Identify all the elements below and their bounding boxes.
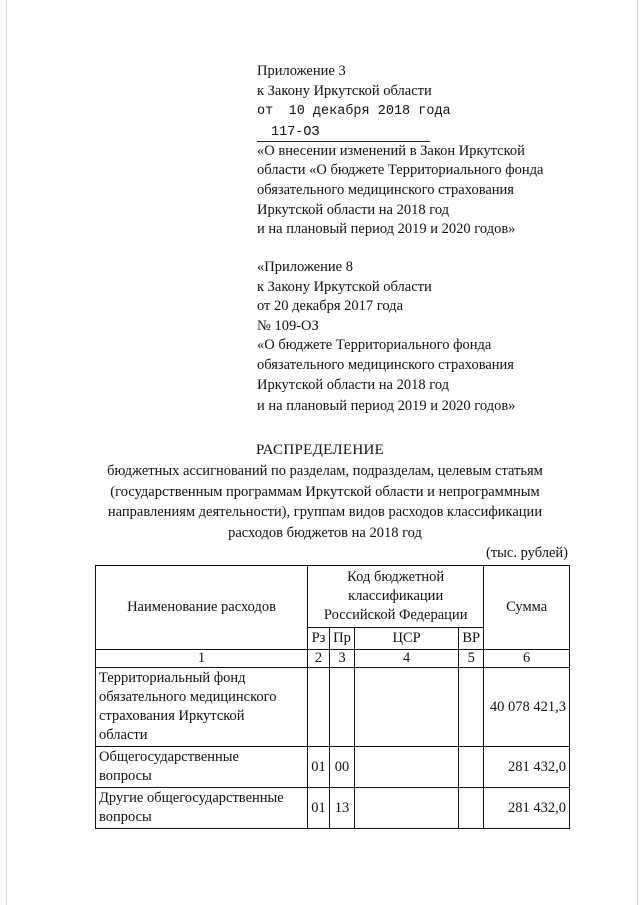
row-name-line: Общегосударственные xyxy=(99,749,239,765)
appendix-header-current xyxy=(257,62,543,240)
appendix-date: 10 декабря 2018 года xyxy=(288,104,451,120)
subtitle-line: расходов бюджетов на 2018 год xyxy=(228,524,422,541)
header-code-group xyxy=(308,566,484,628)
row-sum: 281 432,0 xyxy=(484,747,570,788)
row-name-line: Территориальный фонд xyxy=(99,670,246,686)
row-vr xyxy=(459,788,484,829)
row-vr xyxy=(459,747,484,788)
header-vr: ВР xyxy=(459,628,484,650)
header-code-line: Российской Федерации xyxy=(323,607,468,623)
row-name-line: обязательного медицинского xyxy=(99,689,277,705)
subject-line: области «О бюджете Территориального фонда xyxy=(257,162,544,179)
index-cell: 2 xyxy=(308,650,330,668)
row-sum: 281 432,0 xyxy=(484,788,570,829)
header-code-line: классификации xyxy=(348,588,444,604)
row-pr: 13 xyxy=(329,788,354,829)
units-label: (тыс. рублей) xyxy=(486,545,568,561)
date-prefix: от xyxy=(257,104,274,120)
original-line: «Приложение 8 xyxy=(257,259,353,275)
header-csr: ЦСР xyxy=(355,628,459,650)
subtitle-line: бюджетных ассигнований по разделам, подразделам, целевым статьям xyxy=(107,463,543,479)
row-csr xyxy=(355,747,459,788)
appendix-number: 117-ОЗ xyxy=(257,124,430,142)
table-row xyxy=(96,788,570,829)
subject-line: «О внесении изменений в Закон Иркутской xyxy=(257,142,525,159)
subject-line: обязательного медицинского страхования xyxy=(257,181,514,198)
index-cell: 1 xyxy=(96,650,308,668)
row-rz: 01 xyxy=(308,788,330,829)
appendix-number-line xyxy=(257,122,543,142)
row-rz: 01 xyxy=(308,747,330,788)
header-pr: Пр xyxy=(329,628,354,650)
original-line: и на плановый период 2019 и 2020 годов» xyxy=(257,398,516,415)
index-cell: 6 xyxy=(484,650,570,668)
original-line: от 20 декабря 2017 года xyxy=(257,298,403,315)
original-line: Иркутской области на 2018 год xyxy=(257,376,450,393)
index-cell: 5 xyxy=(459,650,484,668)
row-pr xyxy=(329,668,354,747)
row-csr xyxy=(355,668,459,747)
table-header-row xyxy=(96,566,570,628)
distribution-subtitle xyxy=(90,461,560,543)
table-index-row xyxy=(96,650,570,668)
subject-line: и на плановый период 2019 и 2020 годов» xyxy=(257,221,516,238)
row-sum: 40 078 421,3 xyxy=(484,668,570,747)
original-line: № 109-ОЗ xyxy=(257,317,319,334)
subtitle-line: направлениям деятельности), группам видов расходов классификации xyxy=(107,504,543,520)
appendix-date-line xyxy=(257,101,543,122)
header-code-line: Код бюджетной xyxy=(347,569,445,585)
original-line: к Закону Иркутской области xyxy=(257,278,432,295)
row-name-line: вопросы xyxy=(99,768,152,784)
original-line: «О бюджете Территориального фонда xyxy=(257,337,492,354)
distribution-title: РАСПРЕДЕЛЕНИЕ xyxy=(255,442,385,458)
row-name xyxy=(96,788,308,829)
row-name xyxy=(96,747,308,788)
original-line: обязательного медицинского страхования xyxy=(257,356,514,373)
subject-line: Иркутской области на 2018 год xyxy=(257,201,450,218)
index-cell: 3 xyxy=(329,650,354,668)
row-name-line: Другие общегосударственные xyxy=(99,790,284,806)
header-rz: Рз xyxy=(308,628,330,650)
header-sum: Сумма xyxy=(484,566,570,650)
index-cell: 4 xyxy=(355,650,459,668)
appendix-law: к Закону Иркутской области xyxy=(257,82,432,99)
row-name-line: области xyxy=(99,727,148,743)
row-name xyxy=(96,668,308,747)
row-rz xyxy=(308,668,330,747)
budget-table xyxy=(95,565,570,829)
row-csr xyxy=(355,788,459,829)
table-row xyxy=(96,747,570,788)
table-row xyxy=(96,668,570,747)
subtitle-line: (государственным программам Иркутской области и непрограммным xyxy=(110,483,540,500)
row-name-line: вопросы xyxy=(99,809,152,825)
row-name-line: страхования Иркутской xyxy=(99,708,245,724)
appendix-header-original xyxy=(257,258,515,417)
row-vr xyxy=(459,668,484,747)
appendix-title: Приложение 3 xyxy=(257,63,346,79)
row-pr: 00 xyxy=(329,747,354,788)
header-name: Наименование расходов xyxy=(96,566,308,650)
